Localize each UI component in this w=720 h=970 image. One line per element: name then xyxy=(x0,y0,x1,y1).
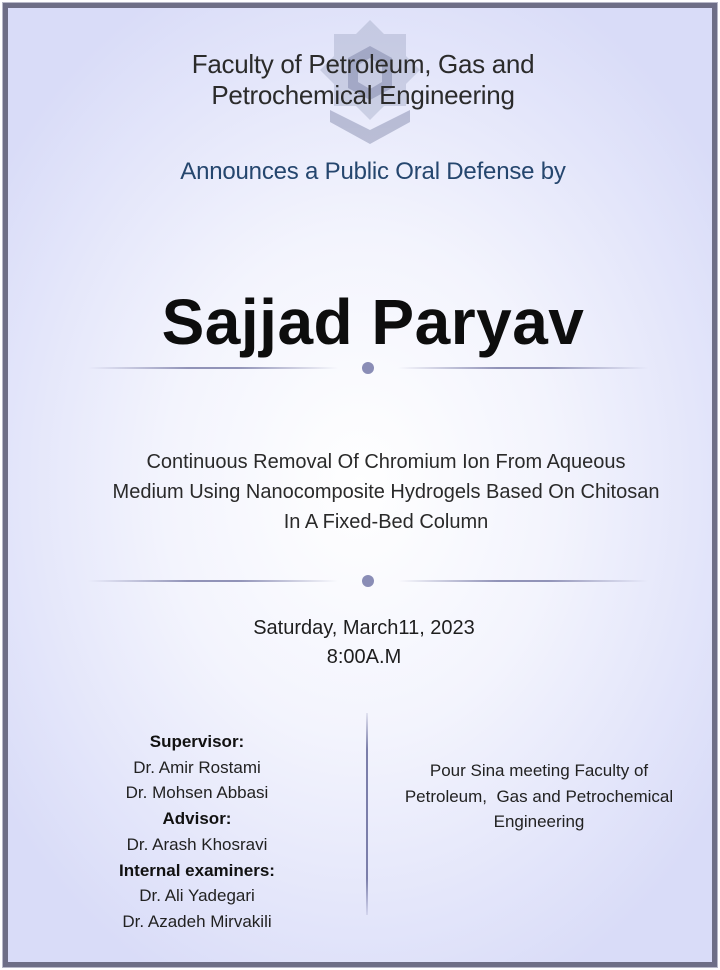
announcement-text: Announces a Public Oral Defense by xyxy=(180,158,566,185)
supervisor-name: Dr. Amir Rostami xyxy=(133,757,261,777)
defense-date: Saturday, March11, 2023 xyxy=(253,617,475,639)
vertical-separator xyxy=(366,713,368,915)
venue-line-2: Petroleum, Gas and Petrochemical xyxy=(404,786,674,806)
venue-info xyxy=(386,758,692,835)
venue-line-1: Pour Sina meeting Faculty of xyxy=(429,761,649,780)
poster-frame xyxy=(3,3,717,967)
defense-time: 8:00A.M xyxy=(326,646,402,668)
supervisor-label: Supervisor: xyxy=(149,732,245,751)
examiner-name: Dr. Azadeh Mirvakili xyxy=(122,911,272,931)
thesis-title xyxy=(8,447,720,537)
thesis-title-line-3: In A Fixed-Bed Column xyxy=(283,511,489,533)
examiner-name: Dr. Ali Yadegari xyxy=(139,886,255,906)
divider-top xyxy=(88,362,648,374)
supervisor-name: Dr. Mohsen Abbasi xyxy=(125,783,269,803)
advisor-label: Advisor: xyxy=(162,809,232,829)
divider-dot xyxy=(362,362,374,374)
thesis-title-line-1: Continuous Removal Of Chromium Ion From Aqueous xyxy=(146,451,626,473)
faculty-name-line-2: Petrochemical Engineering xyxy=(211,80,515,110)
candidate-name: Sajjad Paryav xyxy=(161,286,585,358)
divider-middle xyxy=(88,575,648,587)
thesis-title-line-2: Medium Using Nanocomposite Hydrogels Based On Chitosan xyxy=(112,481,660,503)
committee-list xyxy=(88,729,306,935)
defense-schedule xyxy=(8,614,720,672)
venue-line-3: Engineering xyxy=(493,812,585,831)
examiners-label: Internal examiners: xyxy=(119,860,275,880)
advisor-name: Dr. Arash Khosravi xyxy=(126,834,268,854)
faculty-name-line-1: Faculty of Petroleum, Gas and xyxy=(191,49,535,79)
divider-dot xyxy=(362,575,374,587)
